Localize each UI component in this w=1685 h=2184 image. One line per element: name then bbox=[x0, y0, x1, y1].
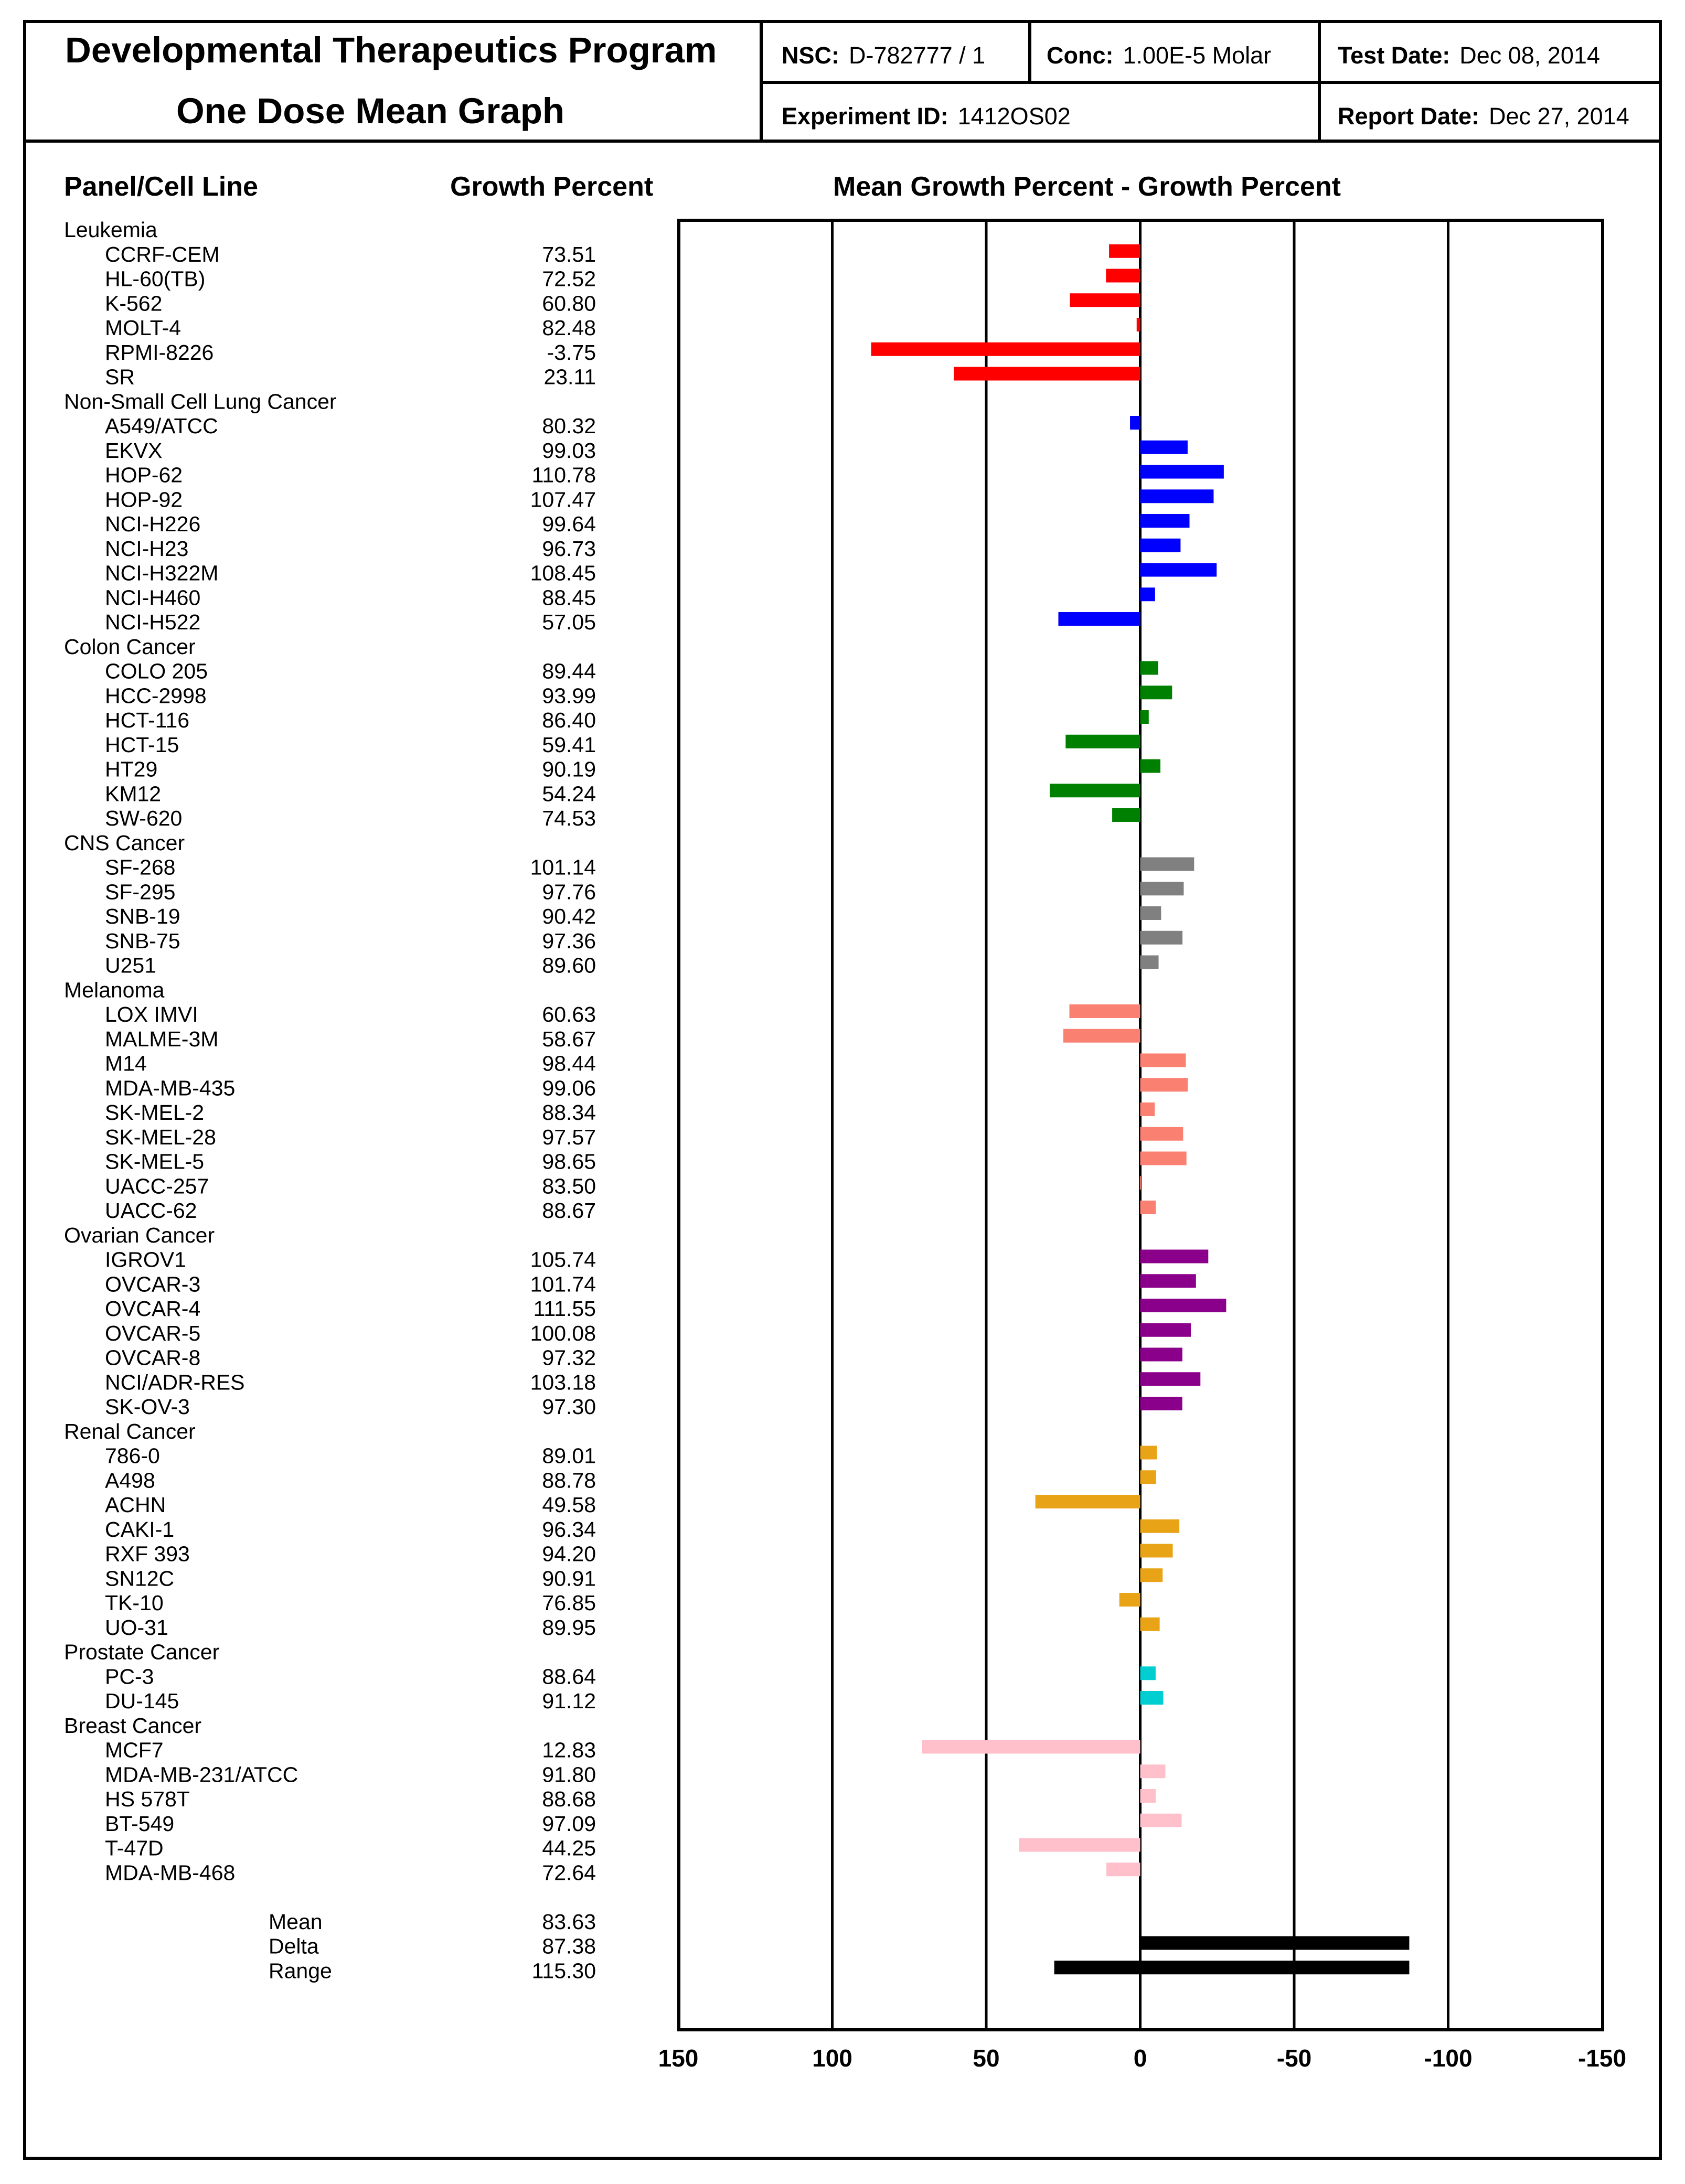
bar bbox=[1140, 489, 1214, 503]
growth-value: 97.30 bbox=[542, 1395, 596, 1419]
growth-value: 57.05 bbox=[542, 610, 596, 634]
cell-line-label: OVCAR-3 bbox=[105, 1272, 201, 1297]
growth-value: 101.14 bbox=[530, 855, 596, 880]
cell-line-label: MDA-MB-231/ATCC bbox=[105, 1762, 298, 1787]
cell-line-label: UO-31 bbox=[105, 1615, 168, 1640]
cell-line-label: MCF7 bbox=[105, 1738, 164, 1762]
growth-value: 97.36 bbox=[542, 928, 596, 953]
bar bbox=[1140, 1250, 1209, 1264]
growth-value: 74.53 bbox=[542, 806, 596, 830]
growth-value: 88.78 bbox=[542, 1468, 596, 1493]
cell-line-label: HCC-2998 bbox=[105, 683, 207, 708]
cell-line-label: NCI-H322M bbox=[105, 561, 219, 585]
cell-line-label: TK-10 bbox=[105, 1591, 164, 1615]
growth-value: 82.48 bbox=[542, 316, 596, 340]
growth-value: 60.63 bbox=[542, 1002, 596, 1026]
growth-value: 60.80 bbox=[542, 291, 596, 316]
cell-line-label: SF-295 bbox=[105, 880, 176, 904]
growth-value: 97.76 bbox=[542, 880, 596, 904]
growth-value: 91.12 bbox=[542, 1689, 596, 1713]
growth-value: 88.34 bbox=[542, 1100, 596, 1125]
growth-value: 91.80 bbox=[542, 1762, 596, 1787]
bar bbox=[1140, 686, 1172, 699]
cell-line-label: A549/ATCC bbox=[105, 414, 218, 438]
bar bbox=[1140, 1764, 1166, 1778]
growth-value: 103.18 bbox=[530, 1370, 596, 1395]
panel-label: Breast Cancer bbox=[64, 1713, 202, 1738]
growth-value: 44.25 bbox=[542, 1836, 596, 1860]
growth-value: 90.91 bbox=[542, 1566, 596, 1591]
cell-line-label: CAKI-1 bbox=[105, 1517, 175, 1541]
cell-line-label: LOX IMVI bbox=[105, 1002, 198, 1026]
panel-label: Melanoma bbox=[64, 978, 165, 1002]
cell-line-label: NCI-H23 bbox=[105, 536, 189, 561]
bar bbox=[1140, 1372, 1201, 1386]
bar bbox=[1140, 1666, 1156, 1680]
bar bbox=[1140, 1348, 1182, 1362]
bar bbox=[1140, 1470, 1156, 1484]
growth-value: 83.50 bbox=[542, 1174, 596, 1198]
bar bbox=[1140, 1691, 1164, 1705]
x-tick-label: -50 bbox=[1276, 2044, 1312, 2072]
x-tick-label: 0 bbox=[1133, 2044, 1147, 2072]
growth-value: 96.73 bbox=[542, 536, 596, 561]
growth-value: 101.74 bbox=[530, 1272, 596, 1297]
x-tick-label: 150 bbox=[658, 2044, 699, 2072]
cell-line-label: SK-OV-3 bbox=[105, 1395, 190, 1419]
growth-value: 111.55 bbox=[533, 1297, 596, 1321]
growth-value: 12.83 bbox=[542, 1738, 596, 1762]
graph-column-header: Mean Growth Percent - Growth Percent bbox=[833, 172, 1341, 202]
growth-value: 88.45 bbox=[542, 585, 596, 610]
bar bbox=[1065, 735, 1140, 748]
cell-line-label: 786-0 bbox=[105, 1443, 160, 1468]
cell-line-label: HS 578T bbox=[105, 1787, 190, 1811]
growth-value: 54.24 bbox=[542, 781, 596, 806]
growth-value: 80.32 bbox=[542, 414, 596, 438]
cell-line-label: HT29 bbox=[105, 757, 158, 781]
summary-value: 83.63 bbox=[542, 1909, 596, 1934]
growth-value: -3.75 bbox=[547, 340, 596, 365]
bar bbox=[1140, 1201, 1156, 1214]
bar bbox=[1119, 1593, 1140, 1607]
growth-value: 73.51 bbox=[542, 242, 596, 266]
summary-label: Range bbox=[269, 1958, 332, 1983]
bar bbox=[1140, 882, 1184, 895]
cell-line-label: NCI-H460 bbox=[105, 585, 201, 610]
panel-label: Colon Cancer bbox=[64, 634, 196, 659]
bar bbox=[871, 342, 1140, 356]
cell-line-label: SR bbox=[105, 365, 135, 389]
cell-line-label: DU-145 bbox=[105, 1689, 179, 1713]
cell-line-label: M14 bbox=[105, 1051, 147, 1076]
bar bbox=[1140, 858, 1195, 871]
growth-value: 90.42 bbox=[542, 904, 596, 928]
growth-value: 89.95 bbox=[542, 1615, 596, 1640]
growth-value: 49.58 bbox=[542, 1493, 596, 1517]
summary-value: 87.38 bbox=[542, 1934, 596, 1958]
growth-value: 99.64 bbox=[542, 512, 596, 536]
cell-line-label: HCT-15 bbox=[105, 732, 179, 757]
bar bbox=[1112, 808, 1140, 822]
bar bbox=[1140, 1568, 1163, 1582]
report-date-label: Report Date: bbox=[1338, 103, 1480, 130]
panel-label: Renal Cancer bbox=[64, 1419, 196, 1443]
bar bbox=[1140, 1176, 1141, 1190]
bar bbox=[1140, 539, 1181, 552]
bar bbox=[1130, 416, 1140, 430]
conc-value: 1.00E-5 Molar bbox=[1123, 42, 1272, 69]
bar bbox=[1140, 1127, 1183, 1141]
cell-line-label: HOP-62 bbox=[105, 463, 183, 487]
cell-line-label: OVCAR-4 bbox=[105, 1297, 201, 1321]
bar bbox=[1140, 441, 1188, 454]
cell-line-label: COLO 205 bbox=[105, 659, 208, 683]
panel-label: Prostate Cancer bbox=[64, 1640, 220, 1664]
cell-line-label: SN12C bbox=[105, 1566, 175, 1591]
bar bbox=[1140, 587, 1155, 601]
experiment-value: 1412OS02 bbox=[957, 103, 1071, 130]
growth-value: 107.47 bbox=[530, 487, 596, 512]
cell-line-label: SK-MEL-5 bbox=[105, 1149, 205, 1174]
growth-value: 90.19 bbox=[542, 757, 596, 781]
bar bbox=[1140, 1397, 1182, 1410]
bar bbox=[1140, 514, 1190, 528]
growth-value: 59.41 bbox=[542, 732, 596, 757]
cell-line-label: SW-620 bbox=[105, 806, 183, 830]
cell-line-label: EKVX bbox=[105, 438, 163, 463]
panel-label: CNS Cancer bbox=[64, 830, 185, 855]
cell-line-label: SK-MEL-28 bbox=[105, 1125, 216, 1149]
test-date-label: Test Date: bbox=[1338, 42, 1451, 69]
bar bbox=[1050, 784, 1140, 797]
cell-line-label: MOLT-4 bbox=[105, 316, 182, 340]
cell-line-label: K-562 bbox=[105, 291, 163, 316]
bar bbox=[1106, 1862, 1140, 1876]
cell-line-label: UACC-257 bbox=[105, 1174, 209, 1198]
cell-line-label: HOP-92 bbox=[105, 487, 183, 512]
growth-value: 72.52 bbox=[542, 266, 596, 291]
cell-line-label: SK-MEL-2 bbox=[105, 1100, 205, 1125]
growth-value: 108.45 bbox=[530, 561, 596, 585]
bar bbox=[1140, 563, 1217, 577]
cell-line-label: OVCAR-5 bbox=[105, 1321, 201, 1345]
conc-label: Conc: bbox=[1047, 42, 1114, 69]
growth-value: 89.60 bbox=[542, 953, 596, 978]
cell-line-label: RXF 393 bbox=[105, 1541, 190, 1566]
cell-line-label: MDA-MB-468 bbox=[105, 1860, 236, 1885]
bar bbox=[1140, 465, 1224, 479]
experiment-label: Experiment ID: bbox=[782, 103, 948, 130]
bar bbox=[1140, 1618, 1160, 1631]
bar bbox=[1140, 1544, 1173, 1558]
bar bbox=[1140, 906, 1161, 920]
cell-line-label: ACHN bbox=[105, 1493, 166, 1517]
growth-value: 88.67 bbox=[542, 1198, 596, 1223]
cell-line-label: A498 bbox=[105, 1468, 155, 1493]
bar bbox=[1140, 1814, 1182, 1827]
bar bbox=[1070, 293, 1140, 307]
summary-value: 115.30 bbox=[531, 1958, 596, 1983]
growth-value: 94.20 bbox=[542, 1541, 596, 1566]
panel-label: Leukemia bbox=[64, 218, 157, 242]
growth-value: 97.09 bbox=[542, 1811, 596, 1836]
bar bbox=[1019, 1838, 1140, 1852]
bar bbox=[1140, 1152, 1187, 1165]
cell-line-label: HL-60(TB) bbox=[105, 266, 206, 291]
cell-line-label: OVCAR-8 bbox=[105, 1345, 201, 1370]
bar bbox=[1140, 1299, 1227, 1312]
bar bbox=[954, 367, 1140, 381]
growth-value: 23.11 bbox=[543, 365, 596, 389]
bar bbox=[1140, 1519, 1180, 1533]
bar bbox=[1036, 1495, 1140, 1508]
x-tick-label: 50 bbox=[973, 2044, 1000, 2072]
cell-line-label: SNB-75 bbox=[105, 928, 180, 953]
growth-value: 98.65 bbox=[542, 1149, 596, 1174]
cell-line-label: NCI-H226 bbox=[105, 512, 201, 536]
cell-line-label: SF-268 bbox=[105, 855, 176, 880]
bar bbox=[1140, 1078, 1188, 1091]
cell-line-label: RPMI-8226 bbox=[105, 340, 214, 365]
bar bbox=[1137, 318, 1140, 331]
growth-value: 89.44 bbox=[542, 659, 596, 683]
growth-value: 96.34 bbox=[542, 1517, 596, 1541]
growth-value: 97.57 bbox=[542, 1125, 596, 1149]
panel-column-header: Panel/Cell Line bbox=[64, 172, 258, 202]
bar bbox=[1140, 931, 1183, 945]
x-tick-label: 100 bbox=[812, 2044, 852, 2072]
nsc-value: D-782777 / 1 bbox=[849, 42, 986, 69]
growth-value: 93.99 bbox=[542, 683, 596, 708]
growth-value: 58.67 bbox=[542, 1026, 596, 1051]
bar bbox=[1140, 759, 1161, 773]
page-subtitle: One Dose Mean Graph bbox=[176, 91, 564, 131]
cell-line-label: SNB-19 bbox=[105, 904, 180, 928]
panel-label: Non-Small Cell Lung Cancer bbox=[64, 389, 337, 414]
bar bbox=[1106, 269, 1140, 283]
cell-line-label: UACC-62 bbox=[105, 1198, 197, 1223]
bar bbox=[1140, 661, 1158, 675]
bar bbox=[1058, 612, 1140, 626]
cell-line-label: U251 bbox=[105, 953, 157, 978]
x-tick-label: -150 bbox=[1577, 2044, 1627, 2072]
bar bbox=[1140, 1274, 1196, 1288]
growth-value: 88.64 bbox=[542, 1664, 596, 1689]
cell-line-label: NCI/ADR-RES bbox=[105, 1370, 245, 1395]
bar bbox=[1140, 956, 1159, 969]
cell-line-label: MDA-MB-435 bbox=[105, 1076, 236, 1100]
cell-line-label: IGROV1 bbox=[105, 1247, 186, 1272]
growth-value: 72.64 bbox=[542, 1860, 596, 1885]
growth-value: 99.03 bbox=[542, 438, 596, 463]
bar bbox=[1140, 1789, 1156, 1803]
growth-value: 76.85 bbox=[542, 1591, 596, 1615]
summary-label: Mean bbox=[269, 1909, 323, 1934]
cell-line-label: NCI-H522 bbox=[105, 610, 201, 634]
cell-line-label: T-47D bbox=[105, 1836, 164, 1860]
bar bbox=[1140, 710, 1149, 724]
bar bbox=[1140, 1446, 1157, 1460]
test-date-value: Dec 08, 2014 bbox=[1459, 42, 1600, 69]
cell-line-label: BT-549 bbox=[105, 1811, 175, 1836]
bar bbox=[1140, 1054, 1186, 1067]
bar bbox=[1069, 1004, 1140, 1018]
panel-label: Ovarian Cancer bbox=[64, 1223, 215, 1247]
cell-line-label: KM12 bbox=[105, 781, 162, 806]
growth-column-header: Growth Percent bbox=[450, 172, 654, 202]
cell-line-label: HCT-116 bbox=[105, 708, 190, 732]
page-title: Developmental Therapeutics Program bbox=[65, 30, 717, 70]
bar bbox=[1140, 1323, 1191, 1337]
report-date-value: Dec 27, 2014 bbox=[1489, 103, 1629, 130]
summary-label: Delta bbox=[269, 1934, 319, 1958]
cell-line-label: PC-3 bbox=[105, 1664, 154, 1689]
growth-value: 100.08 bbox=[530, 1321, 596, 1345]
growth-value: 88.68 bbox=[542, 1787, 596, 1811]
growth-value: 97.32 bbox=[542, 1345, 596, 1370]
x-tick-label: -100 bbox=[1424, 2044, 1473, 2072]
growth-value: 89.01 bbox=[542, 1443, 596, 1468]
cell-line-label: CCRF-CEM bbox=[105, 242, 220, 266]
growth-value: 110.78 bbox=[531, 463, 596, 487]
bar bbox=[922, 1740, 1140, 1754]
growth-value: 99.06 bbox=[542, 1076, 596, 1100]
growth-value: 105.74 bbox=[530, 1247, 596, 1272]
bar bbox=[1140, 1102, 1155, 1116]
summary-bar bbox=[1140, 1936, 1410, 1950]
bar bbox=[1109, 244, 1140, 258]
growth-value: 86.40 bbox=[542, 708, 596, 732]
nsc-label: NSC: bbox=[782, 42, 839, 69]
summary-bar bbox=[1054, 1961, 1410, 1974]
cell-line-label: MALME-3M bbox=[105, 1026, 219, 1051]
growth-value: 98.44 bbox=[542, 1051, 596, 1076]
bar bbox=[1063, 1029, 1140, 1043]
